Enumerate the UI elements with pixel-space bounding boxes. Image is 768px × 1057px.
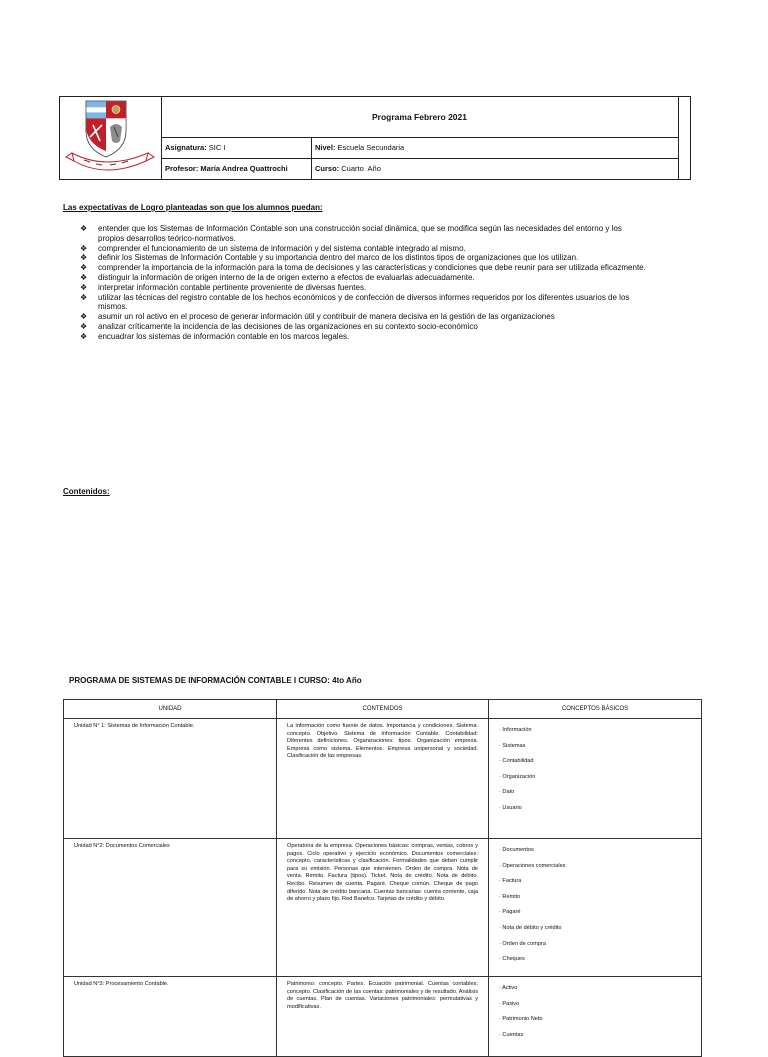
diamond-bullet-icon: ❖ <box>80 272 88 282</box>
list-item: · Documentos <box>499 843 691 859</box>
level-value: Escuela Secundaria <box>335 143 405 152</box>
list-item: · Pasivo <box>499 997 691 1013</box>
header-row-subject <box>161 137 678 159</box>
diamond-bullet-icon: ❖ <box>80 263 88 273</box>
concepts-list <box>499 723 691 817</box>
diamond-bullet-icon: ❖ <box>80 282 88 292</box>
program-title: PROGRAMA DE SISTEMAS DE INFORMACIÓN CONTABLE I CURSO: 4to Año <box>69 676 362 685</box>
program-table <box>63 699 702 1057</box>
diamond-bullet-icon: ❖ <box>80 224 88 233</box>
list-item: ❖ definir los Sistemas de Información Contable y su importancia dentro del marco de los distintos tipos de organizaciones que los utilizan. <box>80 253 579 263</box>
unit-cell: Unidad N° 1: Sistemas de Información Contable. <box>64 719 277 839</box>
table-row <box>64 977 702 1057</box>
list-item: · Usuario <box>499 801 691 817</box>
teacher-label: Profesor: <box>165 164 199 173</box>
expectations-list <box>80 224 650 342</box>
unit-cell: Unidad N°3: Procesamiento Contable. <box>64 977 277 1057</box>
level-label: Nivel: <box>315 143 336 152</box>
table-header-row <box>64 700 702 719</box>
unit-cell: Unidad N°2: Documentos Comerciales <box>64 839 277 977</box>
list-item: · Nota de débito y crédito <box>499 921 691 937</box>
list-item: ❖ comprender el funcionamiento de un sistema de información y del sistema contable integrado al mismo. <box>80 243 466 253</box>
contents-heading: Contenidos: <box>63 487 110 496</box>
diamond-bullet-icon: ❖ <box>80 312 88 322</box>
teacher-value: María Andrea Quattrochi <box>198 164 288 173</box>
column-header-contenidos: CONTENIDOS <box>277 700 489 719</box>
school-crest-icon <box>60 97 161 179</box>
school-logo-cell <box>60 97 162 179</box>
concepts-cell <box>489 839 702 977</box>
contents-cell: Patrimonio: concepto. Partes. Ecuación patrimonial. Cuentas contables: concepto. Clasificación de las cuentas: patrimoniales y de resultado. Análisis de cuentas. Plan de cuentas. Variaciones patrimoniales: permutativas y modificativas. <box>277 977 489 1057</box>
list-item: ❖ asumir un rol activo en el proceso de generar información útil y contribuir de manera decisiva en la gestión de las organizaciones <box>80 312 555 322</box>
subject-label: Asignatura: <box>165 143 207 152</box>
list-item: ❖ utilizar las técnicas del registro contable de los hechos económicos y de confección de diversos informes requeridos por los diferentes usuarios de los mismos. <box>80 292 630 312</box>
diamond-bullet-icon: ❖ <box>80 331 88 341</box>
header-row-teacher <box>161 158 678 179</box>
diamond-bullet-icon: ❖ <box>80 292 88 302</box>
header-right-strip <box>678 97 691 179</box>
list-item: · Organización <box>499 770 691 786</box>
course-cell <box>312 158 678 179</box>
list-item: ❖ distinguir la información de origen interno de la de origen externo a efectos de evaluarlas adecuadamente. <box>80 272 475 282</box>
list-item: · Sistemas <box>499 739 691 755</box>
subject-value: SIC I <box>206 143 226 152</box>
list-item: · Operaciones comerciales <box>499 859 691 875</box>
list-item: · Remito <box>499 890 691 906</box>
list-item: · Contabilidad <box>499 754 691 770</box>
header-table <box>59 96 691 180</box>
list-item: ❖ entender que los Sistemas de Información Contable son una construcción social dinámica, que se modifica según las necesidades del entorno y los propios desarrollos teórico-normativos. <box>80 224 622 243</box>
table-row <box>64 719 702 839</box>
course-value: Cuarto Año <box>339 164 381 173</box>
program-date-title: Programa Febrero 2021 <box>161 97 678 138</box>
list-item: · Activo <box>499 981 691 997</box>
list-item: · Información <box>499 723 691 739</box>
list-item: ❖ analizar críticamente la incidencia de las decisiones de las organizaciones en su contexto socio-económico <box>80 321 478 331</box>
diamond-bullet-icon: ❖ <box>80 321 88 331</box>
contents-cell: La información como fuente de datos. Importancia y condiciones. Sistema: concepto. Objetivo. Sistema de Información Contable. Contabilidad: Diferentes definiciones. Organizaciones: tipos. Organización empresa. Empresa como sistema. Elementos. Empresa unipersonal y sociedad. Clasificación de las empresas. <box>277 719 489 839</box>
diamond-bullet-icon: ❖ <box>80 253 88 263</box>
concepts-list <box>499 981 691 1043</box>
concepts-list <box>499 843 691 968</box>
column-header-conceptos: CONCEPTOS BÁSICOS <box>489 700 702 719</box>
list-item: · Cuentas <box>499 1028 691 1044</box>
concepts-cell <box>489 977 702 1057</box>
teacher-cell <box>161 158 312 179</box>
subject-cell <box>161 137 312 158</box>
list-item: · Factura <box>499 874 691 890</box>
contents-cell: Operatoria de la empresa. Operaciones básicas: compras, ventas, cobros y pagos. Ciclo operativo y ejercicio económico. Documentos comerciales: concepto, características y clasificación. Formalidades que deben cumplir para su emisión. Personas que intervienen. Orden de compra. Nota de venta. Remito. Factura (tipos). Ticket. Nota de crédito. Nota de débito. Recibo. Resumen de cuenta. Pagaré. Cheque común. Cheque de pago diferido. Nota de crédito bancaria. Cuentas bancarias: cuenta corriente, caja de ahorro y plazo fijo. Red Banelco. Tarjetas de crédito y débito. <box>277 839 489 977</box>
level-cell <box>312 137 678 158</box>
list-item: ❖ comprender la importancia de la información para la toma de decisiones y las características y condiciones que debe reunir para ser utilizada eficazmente. <box>80 263 646 273</box>
expectations-heading: Las expectativas de Logro planteadas son que los alumnos puedan: <box>63 203 323 212</box>
column-header-unidad: UNIDAD <box>64 700 277 719</box>
course-label: Curso: <box>315 164 340 173</box>
list-item: · Dato <box>499 785 691 801</box>
table-row <box>64 839 702 977</box>
diamond-bullet-icon: ❖ <box>80 243 88 253</box>
list-item: ❖ interpretar información contable pertinente proveniente de diversas fuentes. <box>80 282 367 292</box>
list-item: · Patrimonio Neto <box>499 1012 691 1028</box>
list-item: ❖ encuadrar los sistemas de información contable en los marcos legales. <box>80 331 350 341</box>
list-item: · Cheques <box>499 952 691 968</box>
concepts-cell <box>489 719 702 839</box>
list-item: · Orden de compra <box>499 937 691 953</box>
list-item: · Pagaré <box>499 905 691 921</box>
